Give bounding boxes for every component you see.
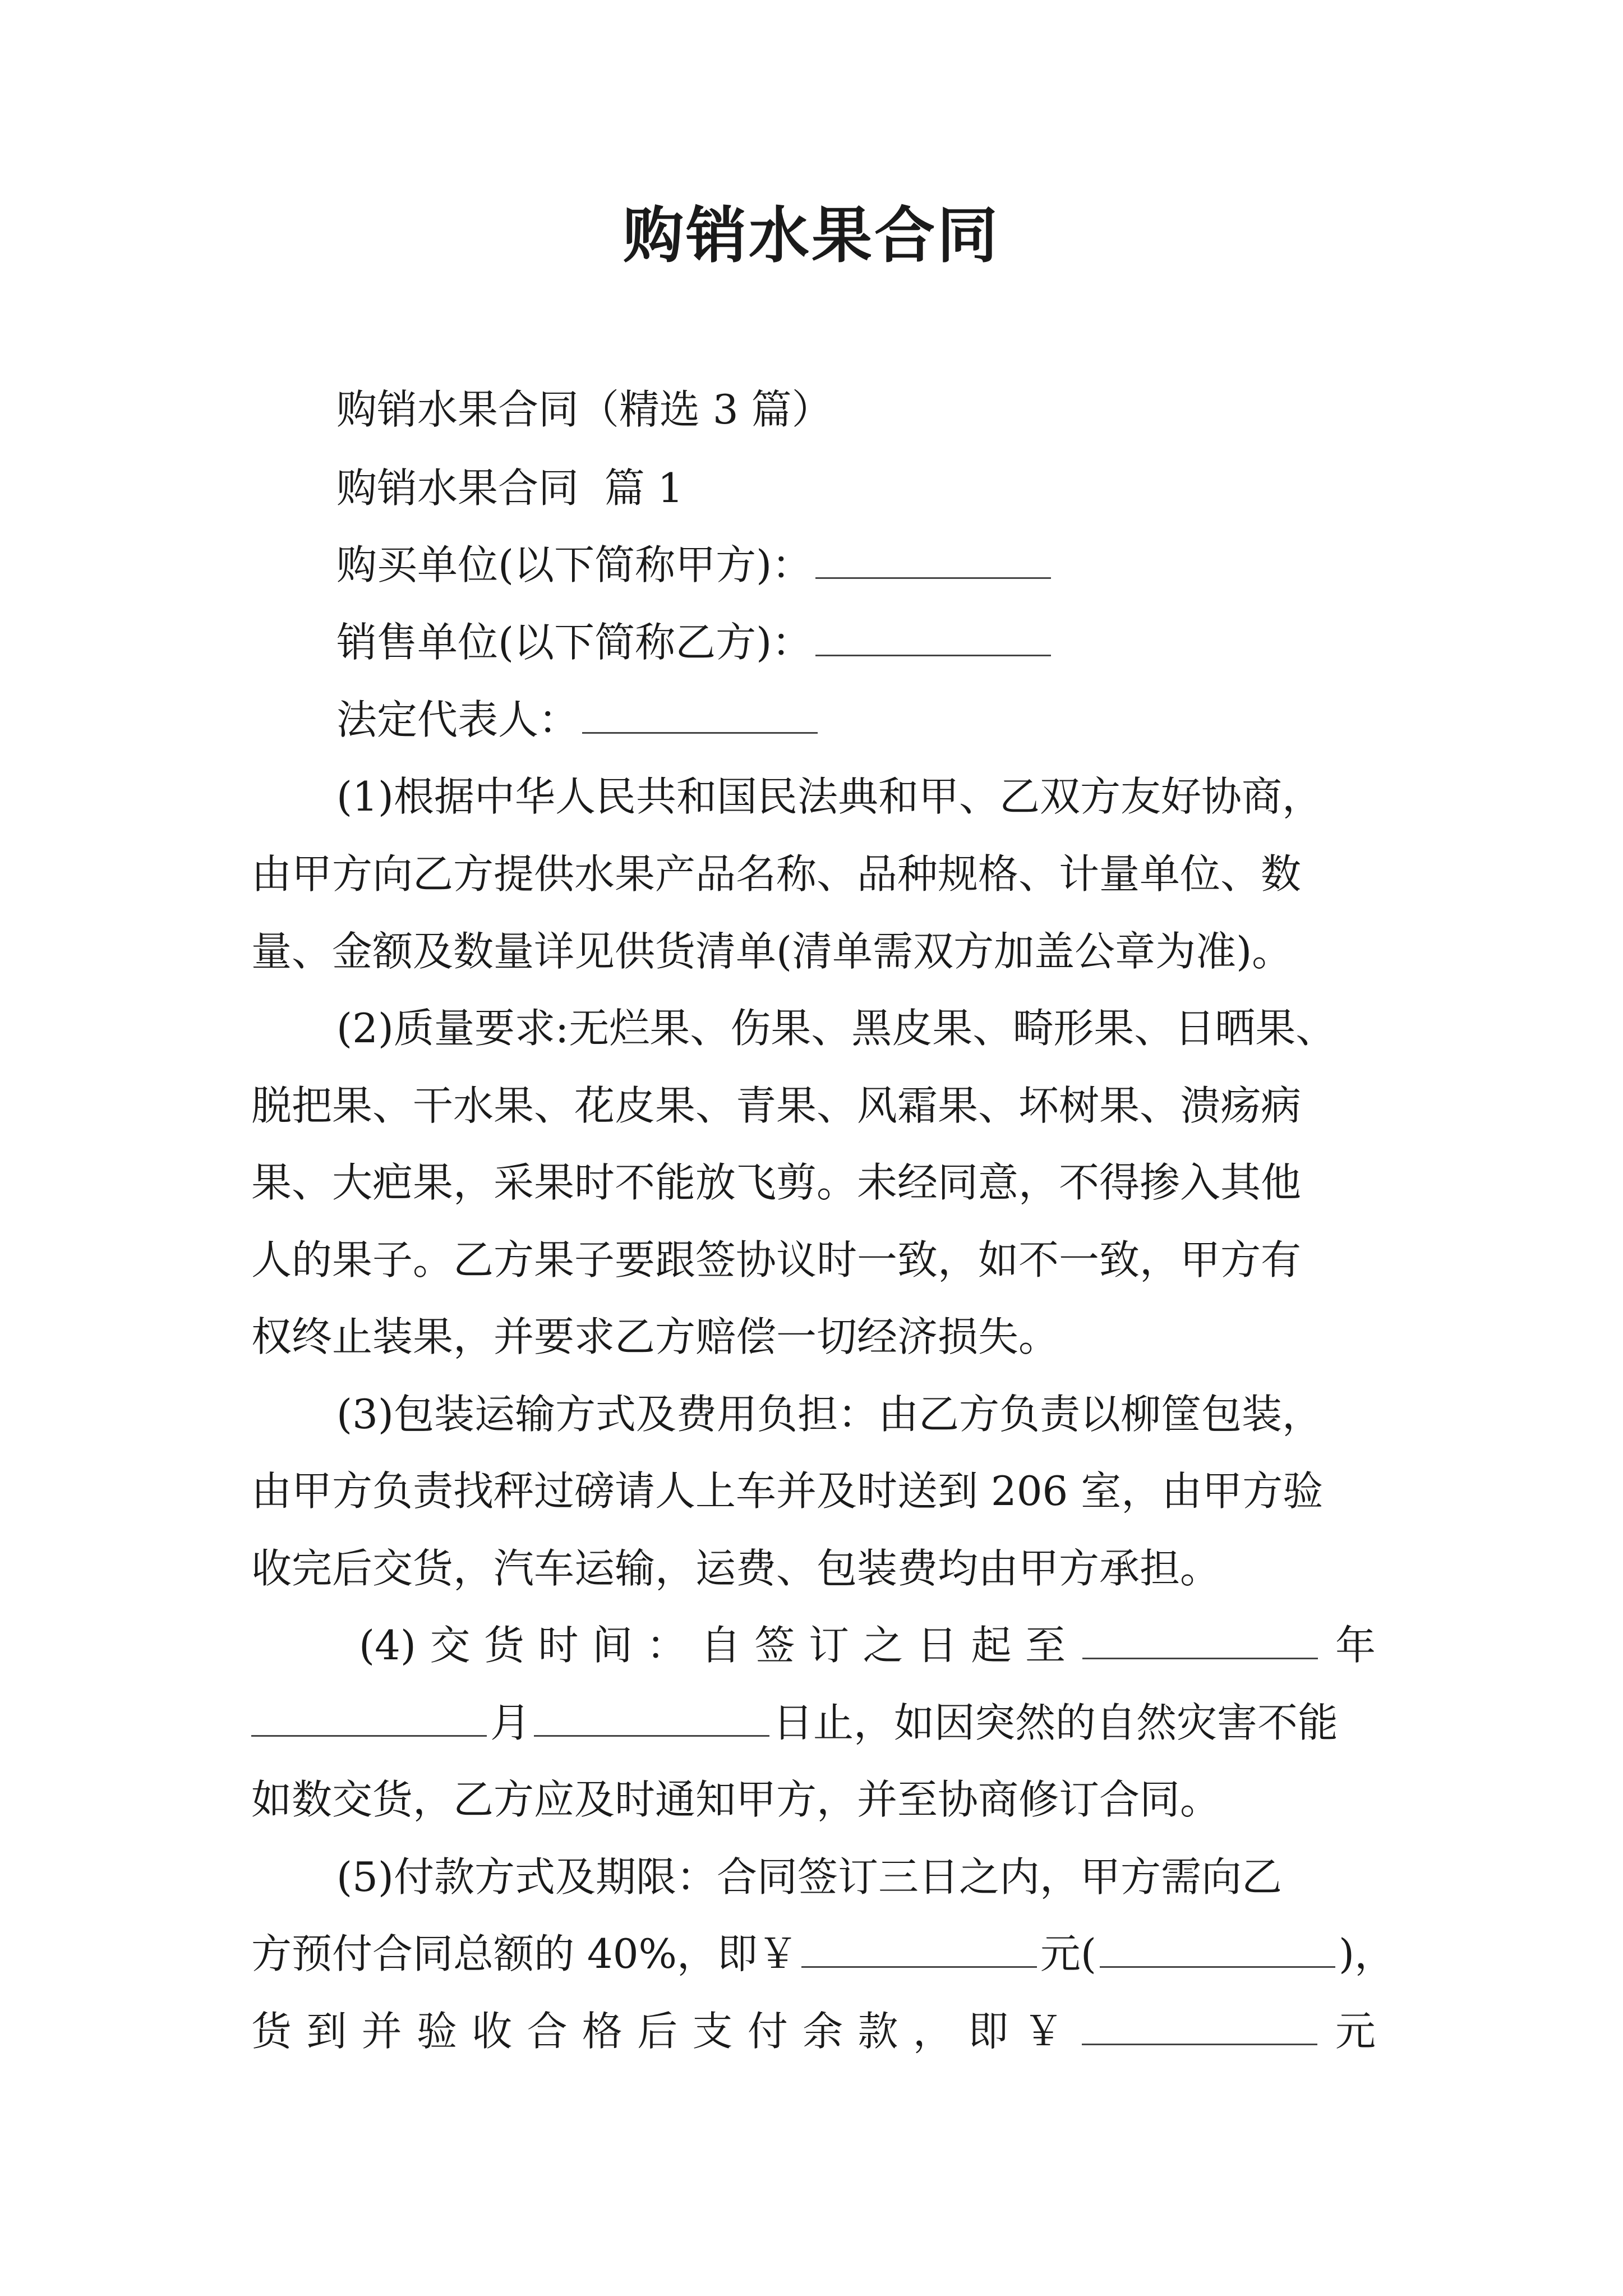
c5-char: 即: [968, 2008, 1009, 2055]
c4-char: 之: [863, 1622, 903, 1669]
clause-4-line-2: [251, 1695, 1338, 1751]
c5-char: 后: [637, 2008, 678, 2055]
c4-char: 自: [700, 1622, 741, 1669]
clause-2-line-5: 权终止装果，并要求乙方赔偿一切经济损失。: [251, 1313, 1059, 1360]
c5-char: 合: [527, 2008, 568, 2055]
section-heading: 购销水果合同 篇 1: [336, 464, 684, 512]
document-subtitle: 购销水果合同（精选 3 篇）: [336, 386, 832, 433]
clause-2-line-1: (2)质量要求:无烂果、伤果、黑皮果、畸形果、日晒果、: [336, 1005, 1336, 1052]
c4-line2-end: 日止，如因突然的自然灾害不能: [773, 1699, 1339, 1746]
clause-3-line-3: 收完后交货，汽车运输，运费、包装费均由甲方承担。: [251, 1545, 1221, 1592]
c4-month-label: 月: [490, 1699, 531, 1746]
rep-blank: [582, 692, 818, 734]
c5-char: 付: [747, 2008, 788, 2055]
buyer-label: 购买单位(以下简称甲方)：: [336, 541, 813, 588]
c5-char: ￥: [1023, 2008, 1064, 2055]
buyer-field: [336, 537, 1054, 593]
document-title: 购销水果合同: [623, 200, 1000, 271]
clause-2-line-3: 果、大疤果，采果时不能放飞剪。未经同意，不得掺入其他: [251, 1159, 1302, 1206]
c4-char: ：: [646, 1622, 687, 1669]
c4-char: 时: [538, 1622, 579, 1669]
c5-char: 到: [306, 2008, 347, 2055]
balance-amount-blank: [1082, 2003, 1317, 2045]
clause-4-line-1: [359, 1617, 1376, 1673]
c5-char: 并: [361, 2008, 402, 2055]
clause-5-line-1: (5)付款方式及期限：合同签订三日之内，甲方需向乙: [336, 1853, 1282, 1901]
c5-yuan: 元: [1335, 2008, 1376, 2055]
c4-char: 签: [754, 1622, 795, 1669]
prepay-amount-blank: [801, 1926, 1037, 1968]
c5-char: 货: [251, 2008, 292, 2055]
month-blank: [251, 1695, 487, 1737]
c5-char: ，: [912, 2008, 953, 2055]
prepay-words-blank: [1100, 1926, 1335, 1968]
c5-char: 收: [472, 2008, 513, 2055]
c5-char: 余: [803, 2008, 843, 2055]
c5-char: 验: [416, 2008, 457, 2055]
c5-prepay-label: 方预付合同总额的 40%，即￥: [251, 1930, 798, 1977]
clause-2-line-2: 脱把果、干水果、花皮果、青果、风霜果、坏树果、溃疡病: [251, 1082, 1302, 1129]
c5-yuan-open: 元(: [1040, 1930, 1097, 1977]
c4-char: 至: [1025, 1622, 1066, 1669]
seller-blank: [815, 614, 1051, 656]
c4-char: 起: [971, 1622, 1012, 1669]
buyer-blank: [815, 537, 1051, 579]
day-blank: [534, 1695, 769, 1737]
clause-3-line-2: 由甲方负责找秤过磅请人上车并及时送到 206 室，由甲方验: [251, 1467, 1324, 1515]
clause-2-line-4: 人的果子。乙方果子要跟签协议时一致，如不一致，甲方有: [251, 1236, 1302, 1283]
clause-1-line-3: 量、金额及数量详见供货清单(清单需双方加盖公章为准)。: [251, 928, 1293, 975]
clause-5-line-3: [251, 2003, 1376, 2059]
seller-field: [336, 614, 1054, 670]
clause-3-line-1: (3)包装运输方式及费用负担：由乙方负责以柳筐包装，: [336, 1391, 1322, 1438]
c5-char: 款: [857, 2008, 898, 2055]
c5-char: 格: [582, 2008, 623, 2055]
c5-char: 支: [692, 2008, 733, 2055]
c5-close: )，: [1339, 1930, 1395, 1977]
c4-char: 订: [808, 1622, 849, 1669]
c4-char: (4): [359, 1622, 416, 1669]
clause-4-line-3: 如数交货，乙方应及时通知甲方，并至协商修订合同。: [251, 1776, 1221, 1823]
c4-char: 间: [592, 1622, 633, 1669]
year-blank: [1082, 1617, 1318, 1659]
seller-label: 销售单位(以下简称乙方)：: [336, 619, 813, 666]
rep-label: 法定代表人：: [336, 696, 579, 743]
clause-5-line-2: [251, 1926, 1395, 1982]
c4-year-label: 年: [1335, 1622, 1376, 1669]
c4-char: 日: [916, 1622, 957, 1669]
clause-1-line-1: (1)根据中华人民共和国民法典和甲、乙双方友好协商，: [336, 773, 1322, 820]
clause-1-line-2: 由甲方向乙方提供水果产品名称、品种规格、计量单位、数: [251, 850, 1302, 898]
c4-char: 交: [430, 1622, 471, 1669]
rep-field: [336, 692, 821, 748]
c4-char: 货: [483, 1622, 524, 1669]
